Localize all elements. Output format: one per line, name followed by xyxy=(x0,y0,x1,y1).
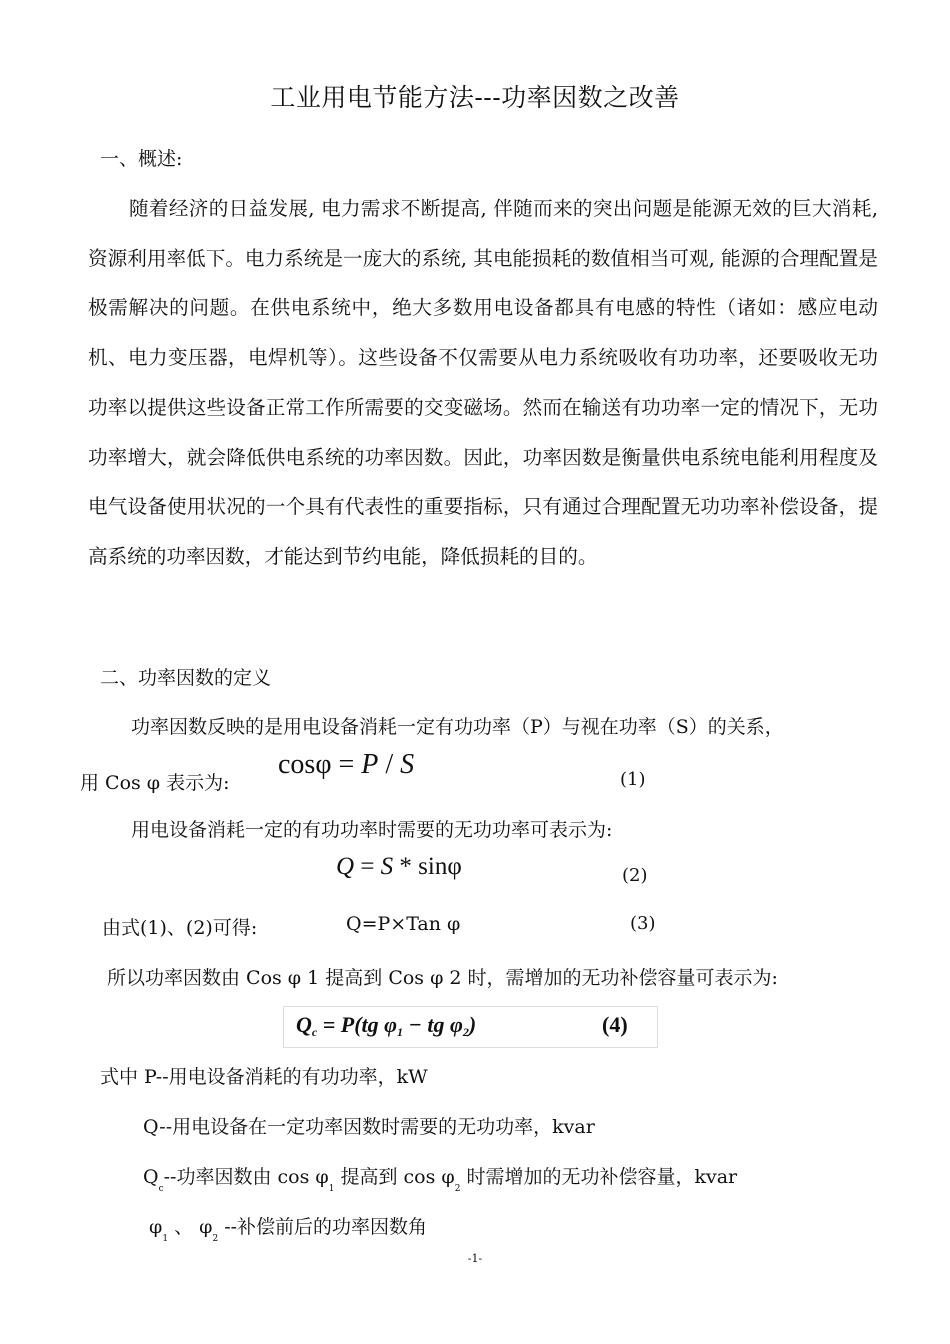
definition-line-1: 功率因数反映的是用电设备消耗一定有功功率（P）与视在功率（S）的关系， xyxy=(131,716,784,738)
equation-4: $Q_c = P(tg$ $\varphi_1$ − tg $\varphi_2$) xyxy=(296,1012,477,1039)
definition-line-5: 所以功率因数由 Cos φ 1 提高到 Cos φ 2 时，需增加的无功补偿容量可表示为: xyxy=(107,967,778,989)
equation-3-number: (3) xyxy=(630,913,656,934)
page-title: 工业用电节能方法---功率因数之改善 xyxy=(270,83,680,112)
equation-4-number: (4) xyxy=(602,1012,628,1037)
definition-line-4: 由式(1)、(2)可得: xyxy=(102,917,258,939)
equation-3: Q=P×Tan φ xyxy=(346,913,461,935)
equation-2: Q = S * sinφ xyxy=(336,853,462,880)
symbol-definition-p: 式中 P--用电设备消耗的有功功率，kW xyxy=(100,1066,428,1088)
overview-paragraph: 随着经济的日益发展, 电力需求不断提高, 伴随而来的突出问题是能源无效的巨大消耗, 资源利用率低下。电力系统是一庞大的系统, 其电能损耗的数值相当可观, 能源的合理配置是极需解决的问题。在供电系统中，绝大多数用电设备都具有电感的特性（诸如：感应电动机、电力变压器，电焊机等）。这些设备不仅需要从电力系统吸收有功功率，还要吸收无功功率以提供这些设备正常工作所需要的交变磁场。然而在输送有功功率一定的情况下，无功功率增大，就会降低供电系统的功率因数。因此，功率因数是衡量供电系统电能利用程度及电气设备使用状况的一个具有代表性的重要指标，只有通过合理配置无功功率补偿设备，提高系统的功率因数，才能达到节约电能，降低损耗的目的。 xyxy=(88,197,878,568)
definition-line-3: 用电设备消耗一定的有功功率时需要的无功功率可表示为: xyxy=(131,819,613,841)
page-number: -1- xyxy=(467,1252,483,1265)
symbol-definition-q: Q--用电设备在一定功率因数时需要的无功功率，kvar xyxy=(143,1116,595,1138)
equation-4-box xyxy=(283,1006,658,1048)
section-heading-overview: 一、概述: xyxy=(100,148,183,170)
equation-1: cosφ = P / S xyxy=(278,749,415,780)
symbol-definition-phi: $\varphi_1$ 、 $\varphi_2$ --补偿前后的功率因数角 xyxy=(149,1216,428,1244)
definition-line-2: 用 Cos φ 表示为: xyxy=(80,772,230,794)
section-heading-definition: 二、功率因数的定义 xyxy=(100,667,272,689)
equation-2-number: (2) xyxy=(622,865,648,886)
symbol-definition-qc: $Q_c--$功率因数由 $\cos \varphi_1$ 提高到 $\cos \varphi_2$ 时需增加的无功补偿容量，kvar xyxy=(143,1166,738,1194)
equation-1-number: (1) xyxy=(620,769,646,790)
